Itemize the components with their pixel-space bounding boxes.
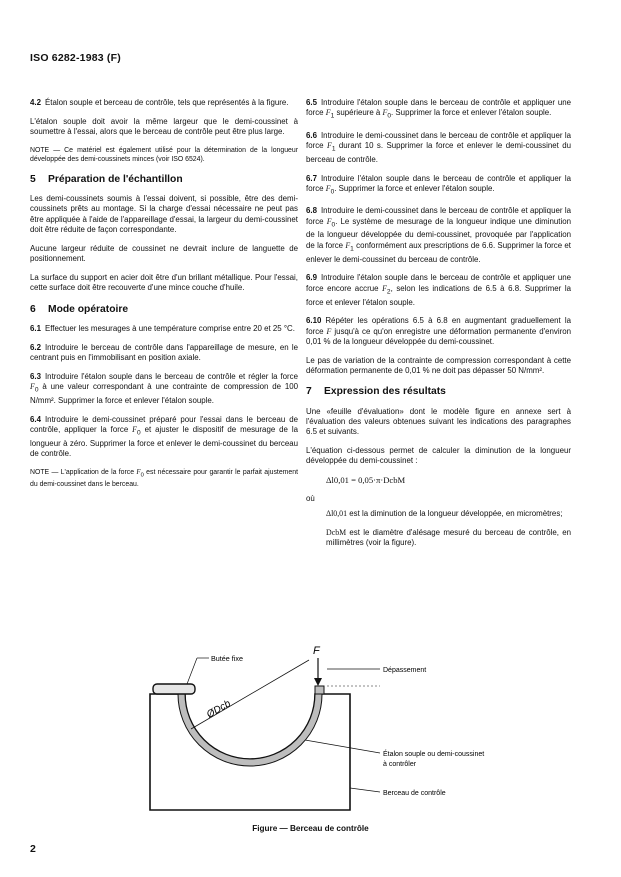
section-number: 6.5 [306, 98, 317, 107]
force-subscript: 1 [350, 245, 354, 253]
force-symbol: F [326, 140, 332, 150]
section-text: Introduire le demi-coussinet dans le berceau de contrôle et appliquer la force [306, 130, 571, 150]
force-symbol: F [325, 108, 331, 118]
page-header: ISO 6282-1983 (F) [30, 52, 121, 64]
etalon-label-2: à contrôler [383, 761, 417, 768]
note-1: NOTE — Ce matériel est également utilisé pour la détermination de la longueur développée des demi-coussinets minces (voir ISO 6524). [30, 146, 298, 163]
force-subscript: 0 [387, 112, 392, 120]
heading-5 [30, 175, 298, 185]
force-symbol: F [132, 425, 137, 435]
equation: Δl0,01 = 0,05·π·DcbM [326, 475, 406, 486]
fixed-stop [153, 684, 195, 694]
section-number: 6.2 [30, 342, 41, 352]
paragraph-variation: Le pas de variation de la contrainte de compression correspondant à cette déformation permanente de 0,01 % ne doit pas dépasser 50 N/mm². [306, 355, 571, 376]
force-subscript: 2 [386, 288, 391, 296]
section-text-cont: , selon les indications de 6.5 à 6.8. Supprimer la force et enlever l'étalon souple. [306, 283, 571, 307]
paragraph-7a: Une «feuille d'évaluation» dont le modèle figure en annexe sert à l'évaluation des valeurs obtenues suivant les indications des paragraphes 6.5 et suivants. [306, 406, 571, 437]
section-text-cont: et ajuster le dispositif de mesurage de la longueur à zéro. Supprimer la force et enlever le demi-coussinet du berceau de contrôle. [30, 425, 298, 459]
section-number: 6.8 [306, 206, 317, 216]
section-number: 6.9 [306, 273, 317, 283]
force-symbol: F [325, 183, 331, 193]
page-number: 2 [30, 843, 36, 855]
berceau-leader [350, 788, 380, 792]
section-6-4 [30, 415, 298, 460]
section-text: Introduire l'étalon souple dans le berceau de contrôle et appliquer la force [306, 173, 571, 193]
right-column [306, 98, 571, 557]
etalon-leader [305, 740, 380, 753]
force-subscript: 1 [331, 145, 336, 153]
heading-number: 6 [30, 303, 36, 315]
heading-number: 5 [30, 173, 36, 185]
depassement-label: Dépassement [383, 667, 427, 674]
butee-label: Butée fixe [211, 654, 243, 663]
definition-text: est le diamètre d'alésage mesuré du berceau de contrôle, en millimètres (voir la figure). [326, 528, 571, 548]
note-text-cont: est nécessaire pour garantir le parfait ajustement du demi-coussinet dans le berceau. [30, 468, 298, 489]
heading-title: Préparation de l'échantillon [48, 173, 183, 185]
paragraph-5a: Les demi-coussinets soumis à l'essai doivent, si possible, être des demi-coussinets prêts au montage. Si la charge d'essai nécessaire ne peut pas être appliquée à l'aide de l'appareillage d'essai, la largeur du demi-coussinet doit être réduite de façon correspondante. [30, 194, 298, 235]
section-6-10 [306, 316, 571, 347]
paragraph-7b: L'équation ci-dessous permet de calculer la diminution de la longueur développée du demi-coussinet : [306, 446, 571, 466]
note-2 [30, 468, 298, 489]
gauge-band [178, 694, 322, 766]
section-number: 6.7 [306, 173, 317, 183]
definition-symbol: DcbM [326, 528, 347, 538]
section-6-2 [30, 343, 298, 364]
etalon-label-1: Étalon souple ou demi-coussinet [383, 751, 485, 758]
section-text: Introduire le demi-coussinet dans le berceau de contrôle et appliquer la force [306, 206, 571, 226]
note-text: NOTE — L'application de la force [30, 468, 135, 476]
force-symbol: F [326, 216, 332, 226]
section-6-6 [306, 131, 571, 165]
section-number: 6.3 [30, 371, 41, 381]
where-label: où [306, 493, 315, 503]
section-number: 6.10 [306, 316, 322, 326]
section-text: Introduire le berceau de contrôle dans l'appareillage de mesure, en le centrant puis en l'immobilisant en position axiale. [30, 342, 298, 362]
section-number: 6.4 [30, 414, 41, 424]
paragraph-width: L'étalon souple doit avoir la même largeur que le demi-coussinet à soumettre à l'essai, alors que le berceau de contrôle peut être plus large. [30, 116, 298, 137]
heading-title: Mode opératoire [48, 303, 129, 315]
section-text-cont: . Supprimer la force et enlever l'étalon souple. [334, 183, 495, 193]
paragraph-5c: La surface du support en acier doit être d'un brillant métallique. Pour l'essai, cette surface doit être recouverte d'une mince couche d'huile. [30, 272, 298, 293]
diameter-label: ØDcb [205, 698, 233, 721]
section-text-end: . Supprimer la force et enlever l'étalon souple. [391, 108, 552, 118]
section-text-cont: à une valeur correspondant à une contrainte de compression de 100 N/mm². Supprimer la force et enlever l'étalon souple. [30, 382, 298, 405]
force-symbol: F [326, 326, 332, 336]
heading-6 [30, 305, 298, 315]
section-6-3 [30, 372, 298, 406]
definition-symbol: Δl0,01 [326, 509, 348, 519]
section-6-5 [306, 98, 571, 122]
figure-berceau [125, 640, 545, 822]
gauge-protrusion [315, 686, 324, 694]
section-text: Introduire l'étalon souple dans le berceau de contrôle et appliquer une force encore accrue [306, 273, 571, 293]
butee-leader [187, 658, 197, 684]
section-6-8 [306, 206, 571, 265]
paragraph-5b: Aucune largeur réduite de coussinet ne devrait inclure de languette de positionnement. [30, 243, 298, 264]
section-number: 6.6 [306, 130, 317, 140]
force-symbol: F [345, 240, 351, 250]
heading-number: 7 [306, 386, 312, 398]
force-subscript: 0 [34, 386, 39, 394]
section-text-cont: jusqu'à ce qu'on enregistre une déformation permanente d'environ 0,01 % de la longueur développée du demi-coussinet. [306, 326, 571, 347]
definition-2 [306, 528, 571, 549]
section-number: 4.2 [30, 98, 41, 107]
section-text: Répéter les opérations 6.5 à 6.8 en augmentant graduellement la force [306, 316, 571, 336]
figure-drawing [125, 640, 545, 822]
section-6-7 [306, 174, 571, 198]
force-subscript: 0 [331, 221, 336, 229]
section-6-9 [306, 273, 571, 307]
definition-text: est la diminution de la longueur développée, en micromètres; [349, 509, 563, 519]
section-4-2 [30, 98, 298, 108]
force-subscript: 0 [136, 429, 141, 437]
section-text: Effectuer les mesurages à une température comprise entre 20 et 25 °C. [44, 323, 295, 333]
section-text-cont: supérieure à [336, 108, 381, 118]
force-subscript: 0 [330, 188, 335, 196]
section-text-cont: . Le système de mesurage de la longueur indique une diminution de la longueur développée du demi-coussinet, provoquée par l'application de la force [306, 216, 571, 250]
heading-7 [306, 387, 571, 397]
section-6-1 [30, 324, 298, 334]
section-text: Introduire le demi-coussinet préparé pour l'essai dans le berceau de contrôle, appliquer la force [30, 414, 298, 435]
heading-title: Expression des résultats [324, 386, 446, 398]
force-arrow-head [314, 678, 322, 686]
section-text: Étalon souple et berceau de contrôle, tels que représentés à la figure. [44, 98, 289, 107]
force-symbol: F [382, 108, 388, 118]
force-symbol: F [30, 382, 35, 392]
force-subscript: 1 [330, 112, 335, 120]
figure-caption: Figure — Berceau de contrôle [252, 824, 369, 833]
force-label: F [313, 645, 320, 657]
force-symbol: F [382, 283, 387, 293]
berceau-label: Berceau de contrôle [383, 790, 446, 797]
left-column [30, 98, 298, 498]
section-text-end: conformément aux prescriptions de 6.6. Supprimer la force et enlever le demi-coussinet du berceau de contrôle. [306, 240, 571, 264]
section-text: Introduire l'étalon souple dans le berceau de contrôle et appliquer une force [306, 98, 571, 118]
section-text-cont: durant 10 s. Supprimer la force et enlever le demi-coussinet du berceau de contrôle. [306, 140, 571, 164]
section-number: 6.1 [30, 323, 41, 333]
definition-1 [306, 509, 571, 519]
force-subscript: 0 [140, 472, 144, 479]
section-text: Introduire l'étalon souple dans le berceau de contrôle et régler la force [44, 371, 298, 381]
force-symbol: F [136, 468, 141, 476]
